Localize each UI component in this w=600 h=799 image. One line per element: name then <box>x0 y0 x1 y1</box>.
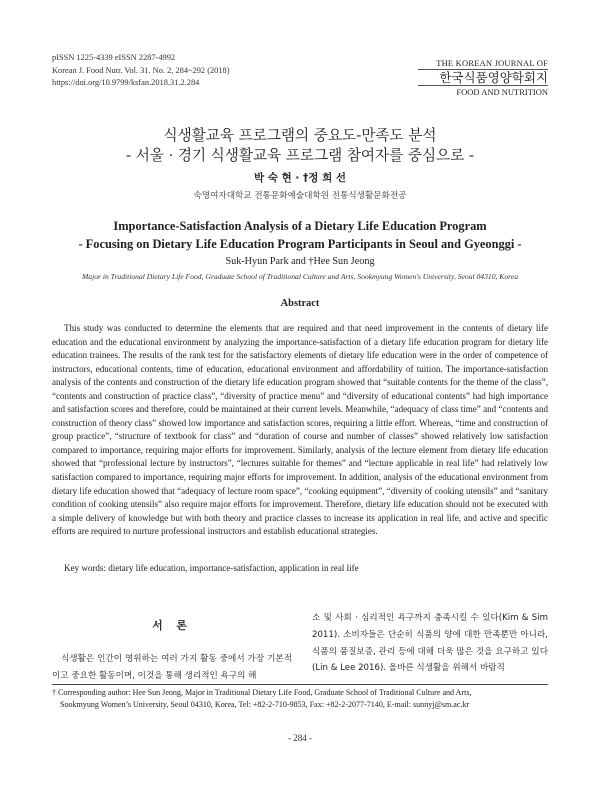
authors-korean: 박 숙 현 · †정 희 선 <box>253 172 347 184</box>
journal-name-ko: 한국식품영양학회지 <box>439 70 548 85</box>
footnote-divider <box>52 684 548 685</box>
footnote <box>52 687 548 712</box>
doi-link[interactable]: https://doi.org/10.9799/ksfan.2018.31.2.284 <box>52 78 200 88</box>
page-number: - 284 - <box>288 733 312 743</box>
footnote-line-1: † Corresponding author: Hee Sun Jeong, Major in Traditional Dietary Life Food, Graduate School of Traditional Culture and Arts, <box>52 688 472 697</box>
title-korean: 식생활교육 프로그램의 중요도-만족도 분석 <box>163 127 437 144</box>
citation-line: Korean J. Food Nutr. Vol. 31. No. 2, 284~292 (2018) <box>52 65 230 75</box>
keywords: Key words: dietary life education, importance-satisfaction, application in real life <box>64 563 359 573</box>
issn-line: pISSN 1225-4339 eISSN 2287-4992 <box>52 53 176 62</box>
journal-name-en-top: THE KOREAN JOURNAL OF <box>418 58 548 70</box>
affiliation-english: Major in Traditional Dietary Life Food, Graduate School of Traditional Culture and Arts, Sookmyung Women's University, Seoul 04310, Korea <box>81 272 518 281</box>
footnote-line-2: Sookmyung Women’s University, Seoul 04310, Korea, Tel: +82-2-710-9853, Fax: +82-2-2077-7140, E-mail: sunnyj@sm.ac.kr <box>60 700 470 710</box>
section-title-introduction: 서 론 <box>152 619 192 632</box>
abstract-heading: Abstract <box>280 298 320 309</box>
intro-left-column <box>52 618 292 684</box>
authors-english: Suk-Hyun Park and †Hee Sun Jeong <box>225 256 375 267</box>
abstract-text: This study was conducted to determine the elements that are required and that need improvement in the contents of dietary life education and the educational environment by analyzing the importance-satisfaction of a dietary life education program for dietary life education trainees. The results of the rank test for the satisfactory elements of dietary life education were in the order of competence of instructors, educational contents, time of education, educational environment and affordability of tuition. The importance-satisfaction analysis of the contents and construction of the dietary life education program showed that “suitable contents for the theme of the class”, “contents and construction of practice class”, “diversity of practice menu” and “diversity of educational contents” had high importance and satisfaction scores and therefore, could be maintained at their current levels. Meanwhile, “adequacy of class time” and “contents and construction of theory class” showed low importance and satisfaction scores, requiring a little effort. Whereas, “time and construction of group practice”, “structure of textbook for class” and “duration of course and number of classes” showed relatively low satisfaction compared to importance, requiring major efforts for improvement. Similarly, analysis of the lecture element from dietary life education showed that “professional lecture by instructors”, “lectures suitable for themes” and “lecture applicable in real life” had relatively low satisfaction compared to importance, requiring major efforts for improvement. In addition, analysis of the educational environment from dietary life education showed that “adequacy of lecture room space”, “cooking equipment”, “diversity of cooking utensils” and “sanitary condition of cooking utensils” also require major efforts for improvement. Therefore, dietary life education should not be executed with a simple delivery of knowledge but with both theory and practice classes to increase its application in real life, and active and specific efforts are required to nurture professional instructors and establish educational strategies. <box>52 323 548 537</box>
abstract-body <box>52 322 548 539</box>
affiliation-korean: 숙명여자대학교 전통문화예술대학원 전통식생활문화전공 <box>193 191 407 201</box>
subtitle-korean: - 서울 · 경기 식생활교육 프로그램 참여자를 중심으로 - <box>125 147 475 164</box>
journal-logo <box>418 58 548 97</box>
title-english: Importance-Satisfaction Analysis of a Dietary Life Education Program <box>113 219 487 233</box>
subtitle-english: - Focusing on Dietary Life Education Program Participants in Seoul and Gyeonggi - <box>78 237 522 251</box>
intro-paragraph-left: 식생활은 인간이 영위하는 여러 가지 활동 중에서 가장 기본적이고 중요한 활동이며, 이것을 통해 생리적인 욕구의 해 <box>52 654 292 681</box>
journal-name-en-bottom: FOOD AND NUTRITION <box>418 85 548 97</box>
journal-header-info <box>52 52 230 90</box>
intro-paragraph-right: 소 및 사회 · 심리적인 욕구까지 충족시킬 수 있다(Kim & Sim 2011). 소비자들은 단순히 식품의 양에 대한 만족뿐만 아니라, 식품의 품질보증, 관리 등에 대해 더욱 많은 것을 요구하고 있다(Lin & Lee 2016). 올바른 식생활을 위해서 바람직 <box>312 613 548 674</box>
